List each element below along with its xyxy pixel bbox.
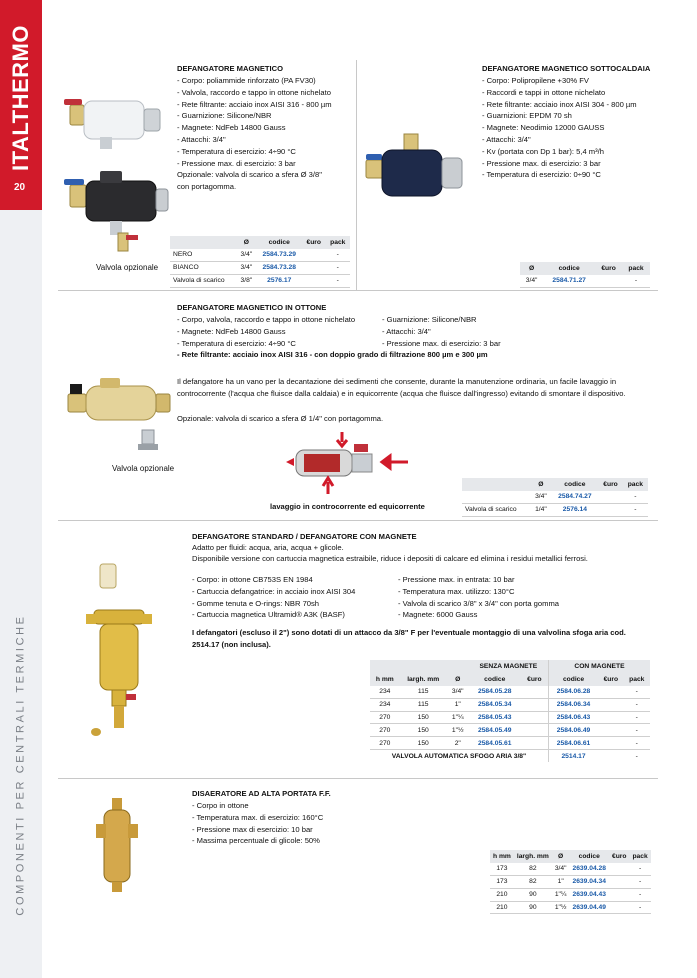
table-row: 270 150 2" 2584.05.61 2584.06.61 - — [370, 737, 650, 750]
spec-item-highlight: - Rete filtrante: acciaio inox AISI 316 - con doppio grado di filtrazione 800 µm e 300 µm — [177, 350, 488, 359]
spec-item: - Pressione max. di esercizio: 3 bar — [177, 158, 296, 168]
spec-item: - Magnete: 6000 Gauss — [398, 610, 478, 620]
spec-item: - Magnete: NdFeb 14800 Gauss — [177, 326, 286, 336]
section-title: DEFANGATORE MAGNETICO — [177, 64, 284, 73]
optional-valve-caption: Valvola opzionale — [96, 263, 159, 272]
spec-item: - Raccordi e tappi in ottone nichelato — [482, 87, 606, 97]
spec-item: - Attacchi: 3/4" — [382, 326, 431, 336]
spec-list-right — [382, 314, 501, 349]
section-divider — [58, 778, 658, 779]
product-note: I defangatori (escluso il 2") sono dotati di un attacco da 3/8" F per l'eventuale montaggio di una valvolina sfoga aria cod. 2514.17 (non inclusa). — [192, 628, 626, 649]
spec-item: - Pressione max. in entrata: 10 bar — [398, 575, 515, 584]
spec-item: - Pressione max di esercizio: 10 bar — [192, 824, 313, 834]
spec-item: - Valvola, raccordo e tappo in ottone nichelato — [177, 87, 331, 97]
table-footer-row: VALVOLA AUTOMATICA SFOGO ARIA 3/8" 2514.17 - — [370, 750, 650, 763]
spec-item: - Rete filtrante: acciaio inox AISI 316 - 800 µm — [177, 99, 332, 109]
section-title: DEFANGATORE MAGNETICO IN OTTONE — [177, 303, 327, 312]
spec-item: - Magnete: NdFeb 14800 Gauss — [177, 123, 286, 133]
table-row: 210 90 1"¼ 2639.04.43 - — [490, 888, 651, 901]
description-paragraph: Il defangatore ha un vano per la decantazione dei sedimenti che consente, durante la manutenzione ordinaria, un facile lavaggio in controcorrente (l'acqua che fluisce dalla caldaia) e in equicorrente (acqua che fluisce dall'ingresso) evitando di smontare il dispositivo. — [177, 377, 626, 398]
spec-item: - Attacchi: 3/4" — [177, 134, 226, 144]
spec-item: - Corpo, valvola, raccordo e tappo in ottone nichelato — [177, 315, 356, 324]
section-divider — [58, 290, 658, 291]
spec-item: con portagomma. — [177, 182, 237, 192]
table-row: 234 115 3/4" 2584.05.28 2584.06.28 - — [370, 686, 650, 699]
section-title: DEFANGATORE STANDARD / DEFANGATORE CON MAGNETE — [192, 532, 417, 541]
spec-item: Opzionale: valvola di scarico a sfera Ø 3/8" — [177, 170, 322, 180]
table-row: Valvola di scarico 1/4" 2576.14 - — [462, 504, 648, 517]
spec-item: - Pressione max. di esercizio: 3 bar — [482, 158, 601, 168]
spec-item: - Attacchi: 3/4" — [482, 134, 531, 144]
optional-note: Opzionale: valvola di scarico a sfera Ø 1/4" con portagomma. — [177, 414, 384, 423]
spec-item: - Valvola di scarico 3/8" x 3/4" con porta gomma — [398, 598, 559, 608]
price-table: Ø codice €uro pack NERO 3/4" 2584.73.29 - BIANCO 3/4" 2584.73.28 - Valvola di scarico 3/8" 2576.17 - — [170, 236, 350, 288]
spec-item: - Rete filtrante: acciaio inox AISI 304 - 800 µm — [482, 99, 637, 109]
spec-item: - Temperatura di esercizio: 0÷90 °C — [482, 170, 601, 180]
magnetic-filter-images — [60, 85, 170, 265]
table-row: 3/4" 2584.71.27 - — [520, 275, 650, 288]
brand-logo: ITALTHERMO — [8, 25, 33, 171]
under-boiler-filter-image — [362, 130, 472, 220]
table-row: 173 82 1" 2639.04.34 - — [490, 876, 651, 889]
price-table: Ø codice €uro pack 3/4" 2584.71.27 - — [520, 262, 650, 288]
spec-item: - Cartuccia magnetica Ultramid® A3K (BASF) — [192, 610, 345, 620]
spec-list — [177, 75, 332, 193]
table-row: BIANCO 3/4" 2584.73.28 - — [170, 262, 350, 275]
spec-item: - Corpo: poliammide rinforzato (PA FV30) — [177, 76, 316, 85]
spec-list — [482, 75, 637, 181]
spec-item: - Temperatura di esercizio: 4÷90 °C — [177, 146, 296, 156]
deaerator-image — [92, 796, 142, 896]
side-category-label: COMPONENTI PER CENTRALI TERMICHE — [15, 614, 27, 916]
brass-filter-image — [60, 372, 180, 458]
price-table: SENZA MAGNETE CON MAGNETE h mm largh. mm Ø codice €uro codice €uro pack 234 115 3/4" 2584.05.28 2584.06.28 - 234 115 1" 2584.05.34 2584.06.34 - 270 150 1"¼ 2584.05.43 2584.06.43 - 270 150 1"½ 2584.05.49 2584.06.49 - 270 150 2" 2584.05.61 2584.06.61 - VALVOLA AUTOMATICA SFOGO ARIA 3/8" 2514.17 - — [370, 660, 650, 762]
spec-item: - Magnete: Neodimio 12000 GAUSS — [482, 123, 605, 133]
page-number: 20 — [14, 182, 26, 193]
spec-item: - Corpo: in ottone CB753S EN 1984 — [192, 575, 313, 584]
table-row: NERO 3/4" 2584.73.29 - — [170, 249, 350, 262]
table-row: 173 82 3/4" 2639.04.28 - — [490, 863, 651, 876]
table-row: 3/4" 2584.74.27 - — [462, 491, 648, 504]
wash-diagram — [282, 432, 412, 494]
price-table: h mm largh. mm Ø codice €uro pack 173 82 3/4" 2639.04.28 - 173 82 1" 2639.04.34 - 210 90 1"¼ 2639.04.43 - 210 90 1"½ 2639.04.49 - — [490, 850, 651, 914]
spec-item: - Guarnizione: Silicone/NBR — [382, 315, 477, 324]
table-row: 210 90 1"½ 2639.04.49 - — [490, 901, 651, 914]
spec-item: - Pressione max. di esercizio: 3 bar — [382, 338, 501, 348]
table-row: 270 150 1"¼ 2584.05.43 2584.06.43 - — [370, 711, 650, 724]
spec-item: - Kv (portata con Dp 1 bar): 5,4 m³/h — [482, 146, 604, 156]
spec-list-right — [398, 574, 559, 621]
wash-caption: lavaggio in controcorrente ed equicorrente — [270, 502, 425, 511]
spec-list-left — [192, 574, 355, 621]
spec-item: - Guarnizioni: EPDM 70 sh — [482, 111, 572, 121]
table-row: 270 150 1"½ 2584.05.49 2584.06.49 - — [370, 724, 650, 737]
intro-line: Adatto per fluidi: acqua, aria, acqua + glicole. — [192, 543, 344, 552]
spec-item: - Gomme tenuta e O-rings: NBR 70sh — [192, 598, 320, 608]
table-row: 234 115 1" 2584.05.34 2584.06.34 - — [370, 698, 650, 711]
intro-line: Disponibile versione con cartuccia magnetica estraibile, riduce i depositi di calcare ed elimina i residui metallici ferrosi. — [192, 554, 588, 563]
section-title: DEFANGATORE MAGNETICO SOTTOCALDAIA — [482, 64, 651, 73]
price-table: Ø codice €uro pack 3/4" 2584.74.27 - Valvola di scarico 1/4" 2576.14 - — [462, 478, 648, 517]
spec-item: - Guarnizione: Silicone/NBR — [177, 111, 272, 121]
spec-list — [192, 800, 323, 847]
spec-item: - Temperatura max. utilizzo: 130°C — [398, 586, 515, 596]
table-row: Valvola di scarico 3/8" 2576.17 - — [170, 274, 350, 287]
spec-item: - Cartuccia defangatrice: in acciaio inox AISI 304 — [192, 586, 356, 596]
standard-filter-image — [84, 560, 154, 740]
spec-item: - Temperatura di esercizio: 4÷90 °C — [177, 338, 296, 348]
column-divider — [356, 60, 357, 290]
spec-item: - Temperatura max. di esercizio: 160°C — [192, 812, 324, 822]
spec-item: - Corpo: Polipropilene +30% FV — [482, 76, 590, 85]
spec-list-left — [177, 314, 355, 349]
section-title: DISAERATORE AD ALTA PORTATA F.F. — [192, 789, 331, 798]
section-divider — [58, 520, 658, 521]
spec-item: - Massima percentuale di glicole: 50% — [192, 836, 320, 846]
optional-valve-caption: Valvola opzionale — [112, 464, 175, 473]
spec-item: - Corpo in ottone — [192, 801, 249, 810]
